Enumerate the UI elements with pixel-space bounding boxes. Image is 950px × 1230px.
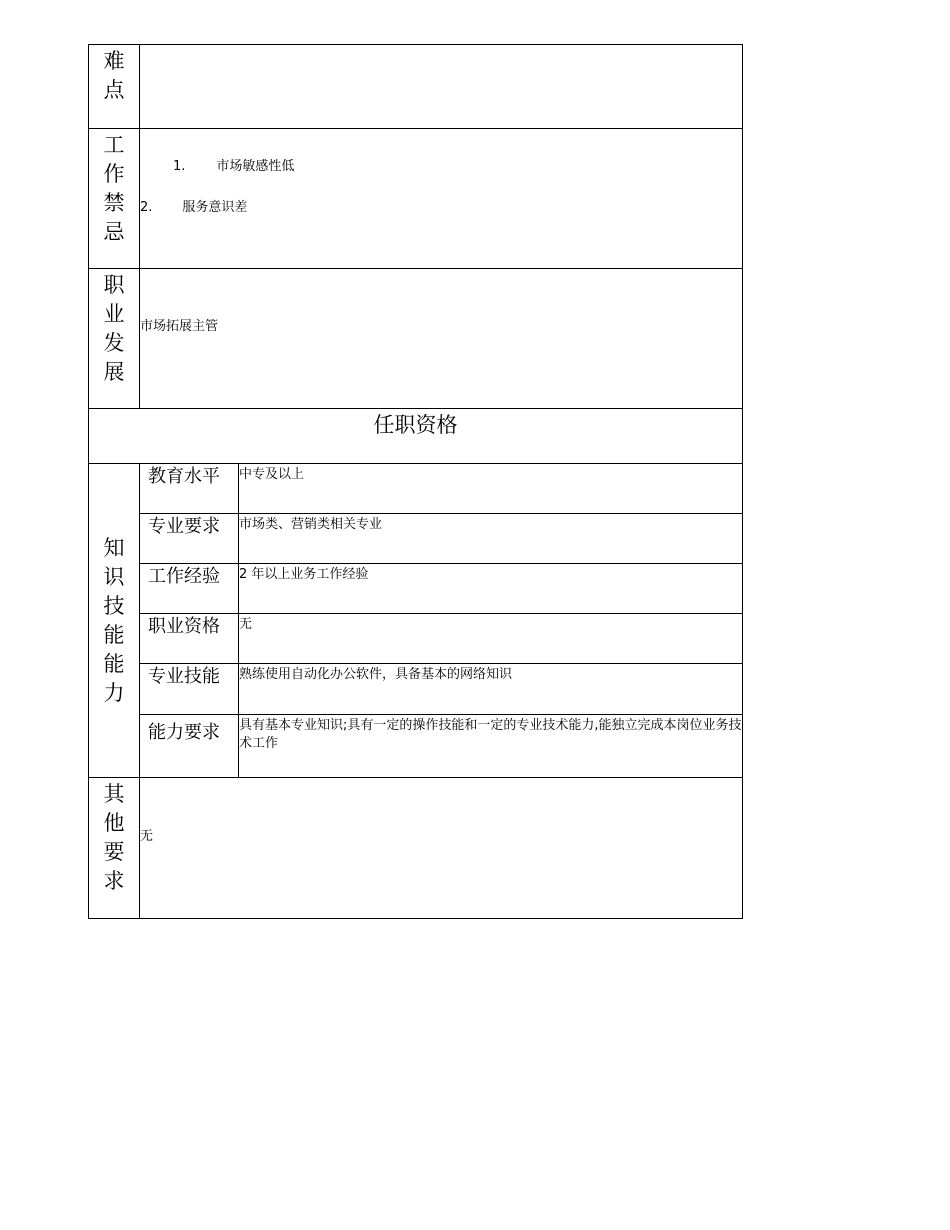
label-char: 忌 [103, 220, 125, 244]
label-char: 点 [103, 78, 125, 102]
other-text: 无 [140, 829, 154, 844]
label-char: 职 [103, 273, 125, 297]
difficulty-content [139, 44, 743, 129]
knowledge-label [88, 463, 140, 778]
taboo-item-1-num: 1. [173, 159, 186, 174]
label-char: 禁 [103, 191, 125, 215]
career-content [139, 268, 743, 409]
label-char: 能 [103, 622, 125, 647]
career-row [88, 268, 743, 409]
taboo-item-2-text: 服务意识差 [182, 200, 248, 215]
taboos-row [88, 128, 743, 269]
other-row [88, 777, 743, 919]
career-text: 市场拓展主管 [140, 319, 219, 334]
certification-label: 职业资格 [139, 613, 239, 664]
taboos-content [139, 128, 743, 269]
label-char: 要 [103, 840, 125, 864]
label-char: 力 [103, 680, 125, 705]
difficulty-row [88, 44, 743, 129]
taboo-item-2 [140, 199, 247, 217]
taboo-item-1 [173, 158, 294, 176]
education-value: 中专及以上 [238, 463, 743, 514]
skills-label: 专业技能 [139, 663, 239, 715]
major-label: 专业要求 [139, 513, 239, 564]
other-label [88, 777, 140, 919]
taboos-label [88, 128, 140, 269]
label-char: 技 [103, 593, 125, 618]
qualification-title: 任职资格 [88, 408, 743, 464]
label-char: 业 [103, 302, 125, 326]
label-char: 知 [103, 535, 125, 560]
label-char: 展 [103, 360, 125, 384]
label-char: 工 [103, 133, 125, 157]
knowledge-row [88, 463, 743, 778]
career-label [88, 268, 140, 409]
major-value: 市场类、营销类相关专业 [238, 513, 743, 564]
ability-value: 具有基本专业知识;具有一定的操作技能和一定的专业技术能力,能独立完成本岗位业务技术工作 [238, 714, 743, 778]
label-char: 识 [103, 564, 125, 589]
label-char: 发 [103, 331, 125, 355]
label-char: 难 [103, 49, 125, 73]
label-char: 他 [103, 811, 125, 835]
taboo-item-1-text: 市场敏感性低 [216, 159, 295, 174]
label-char: 其 [103, 782, 125, 806]
experience-label: 工作经验 [139, 563, 239, 614]
taboo-item-2-num: 2. [140, 200, 153, 215]
label-char: 求 [103, 869, 125, 893]
label-char: 作 [103, 162, 125, 186]
education-label: 教育水平 [139, 463, 239, 514]
qualification-row [88, 408, 743, 464]
experience-value: 2 年以上业务工作经验 [238, 563, 743, 614]
ability-label: 能力要求 [139, 714, 239, 778]
difficulty-label [88, 44, 140, 129]
other-content [139, 777, 743, 919]
skills-value: 熟练使用自动化办公软件，具备基本的网络知识 [238, 663, 743, 715]
certification-value: 无 [238, 613, 743, 664]
label-char: 能 [103, 651, 125, 676]
